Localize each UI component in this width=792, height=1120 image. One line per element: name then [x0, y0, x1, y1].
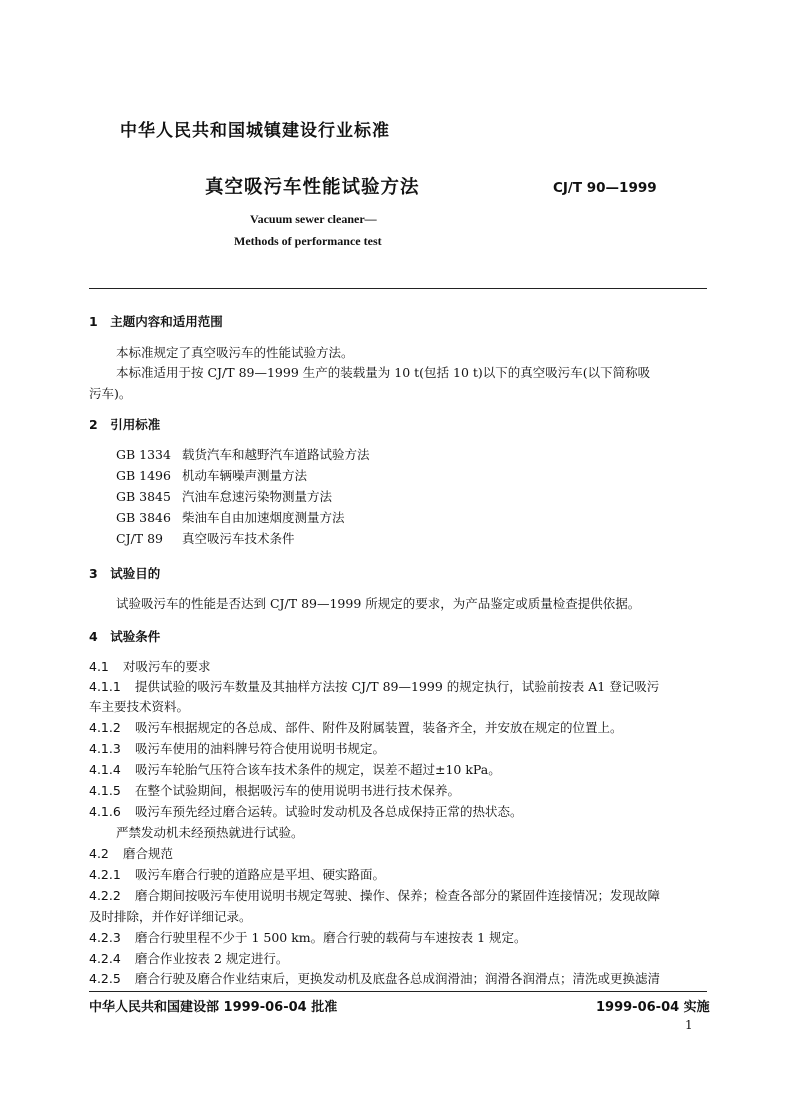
clause-4-2-2-line-1 — [89, 886, 660, 906]
clause-4-1-1-line-2: 车主要技术资料。 — [89, 699, 190, 714]
reference-item — [116, 466, 307, 486]
org-title: 中华人民共和国城镇建设行业标准 — [120, 121, 390, 141]
section-1-paragraph-2-line-2: 污车)。 — [89, 386, 132, 401]
reference-title: 机动车辆噪声测量方法 — [182, 468, 308, 483]
clause-text: 对吸污车的要求 — [123, 659, 211, 674]
section-2-heading: 2 引用标准 — [89, 417, 161, 432]
clause-4-1-2 — [89, 718, 623, 738]
clause-4-2-5 — [89, 969, 660, 989]
english-title-line-1: Vacuum sewer cleaner— — [250, 212, 377, 226]
clause-number: 4.1.6 — [89, 804, 121, 819]
clause-4-1-6 — [89, 802, 523, 822]
english-title-line-2: Methods of performance test — [234, 234, 382, 248]
clause-text: 吸污车使用的油料牌号符合使用说明书规定。 — [135, 741, 386, 756]
section-1-heading: 1 主题内容和适用范围 — [89, 314, 223, 329]
clause-text: 吸污车预先经过磨合运转。试验时发动机及各总成保持正常的热状态。 — [135, 804, 523, 819]
standard-title: 真空吸污车性能试验方法 — [205, 177, 420, 198]
reference-code: GB 3845 — [116, 489, 171, 504]
clause-text: 在整个试验期间，根据吸污车的使用说明书进行技术保养。 — [135, 783, 461, 798]
clause-number: 4.2.4 — [89, 951, 121, 966]
section-3-paragraph: 试验吸污车的性能是否达到 CJ/T 89—1999 所规定的要求，为产品鉴定或质量检查提供依据。 — [116, 596, 641, 611]
clause-number: 4.1.1 — [89, 679, 121, 694]
clause-4-2 — [89, 844, 173, 864]
clause-4-1-1-line-1 — [89, 677, 659, 697]
reference-item — [116, 445, 370, 465]
reference-item — [116, 508, 345, 528]
clause-number: 4.2 — [89, 846, 109, 861]
clause-4-1-6-note: 严禁发动机未经预热就进行试验。 — [116, 825, 304, 840]
clause-text: 磨合规范 — [123, 846, 174, 861]
clause-4-1 — [89, 657, 211, 677]
clause-text: 磨合期间按吸污车使用说明书规定驾驶、操作、保养；检查各部分的紧固件连接情况；发现故障 — [135, 888, 661, 903]
clause-number: 4.2.2 — [89, 888, 121, 903]
clause-number: 4.1.5 — [89, 783, 121, 798]
standard-code: CJ/T 90—1999 — [553, 180, 657, 196]
clause-number: 4.1.4 — [89, 762, 121, 777]
clause-text: 提供试验的吸污车数量及其抽样方法按 CJ/T 89—1999 的规定执行，试验前按表 A1 登记吸污 — [135, 679, 660, 694]
clause-text: 磨合行驶及磨合作业结束后，更换发动机及底盘各总成润滑油；润滑各润滑点；清洗或更换滤清 — [135, 971, 661, 986]
clause-4-2-3 — [89, 928, 527, 948]
clause-4-2-2-line-2: 及时排除，并作好详细记录。 — [89, 909, 252, 924]
footer-divider — [89, 991, 707, 992]
section-4-heading: 4 试验条件 — [89, 629, 161, 644]
header-divider — [89, 288, 707, 289]
clause-4-1-3 — [89, 739, 385, 759]
reference-code: GB 3846 — [116, 510, 171, 525]
reference-code: GB 1496 — [116, 468, 171, 483]
clause-text: 吸污车轮胎气压符合该车技术条件的规定，误差不超过±10 kPa。 — [135, 762, 501, 777]
implementation-line: 1999-06-04 实施 — [596, 1000, 710, 1015]
page-number: 1 — [685, 1018, 693, 1032]
clause-text: 吸污车磨合行驶的道路应是平坦、硬实路面。 — [135, 867, 386, 882]
clause-number: 4.1 — [89, 659, 109, 674]
clause-number: 4.2.1 — [89, 867, 121, 882]
reference-code: CJ/T 89 — [116, 531, 164, 546]
section-1-paragraph-1: 本标准规定了真空吸污车的性能试验方法。 — [116, 345, 354, 360]
clause-4-2-4 — [89, 949, 288, 969]
reference-code: GB 1334 — [116, 447, 171, 462]
clause-text: 磨合作业按表 2 规定进行。 — [135, 951, 289, 966]
reference-title: 汽油车怠速污染物测量方法 — [182, 489, 333, 504]
clause-number: 4.2.3 — [89, 930, 121, 945]
reference-title: 真空吸污车技术条件 — [182, 531, 295, 546]
clause-number: 4.1.2 — [89, 720, 121, 735]
clause-number: 4.2.5 — [89, 971, 121, 986]
clause-4-2-1 — [89, 865, 385, 885]
clause-text: 吸污车根据规定的各总成、部件、附件及附属装置，装备齐全，并安放在规定的位置上。 — [135, 720, 623, 735]
clause-4-1-5 — [89, 781, 460, 801]
approval-line: 中华人民共和国建设部 1999-06-04 批准 — [89, 1000, 338, 1015]
section-3-heading: 3 试验目的 — [89, 566, 161, 581]
section-1-paragraph-2-line-1: 本标准适用于按 CJ/T 89—1999 生产的装载量为 10 t(包括 10 t)以下的真空吸污车(以下简称吸 — [116, 365, 651, 380]
reference-item — [116, 487, 332, 507]
reference-item — [116, 529, 295, 549]
clause-text: 磨合行驶里程不少于 1 500 km。磨合行驶的载荷与车速按表 1 规定。 — [135, 930, 527, 945]
reference-title: 载货汽车和越野汽车道路试验方法 — [182, 447, 370, 462]
reference-title: 柴油车自由加速烟度测量方法 — [182, 510, 345, 525]
clause-number: 4.1.3 — [89, 741, 121, 756]
clause-4-1-4 — [89, 760, 501, 780]
